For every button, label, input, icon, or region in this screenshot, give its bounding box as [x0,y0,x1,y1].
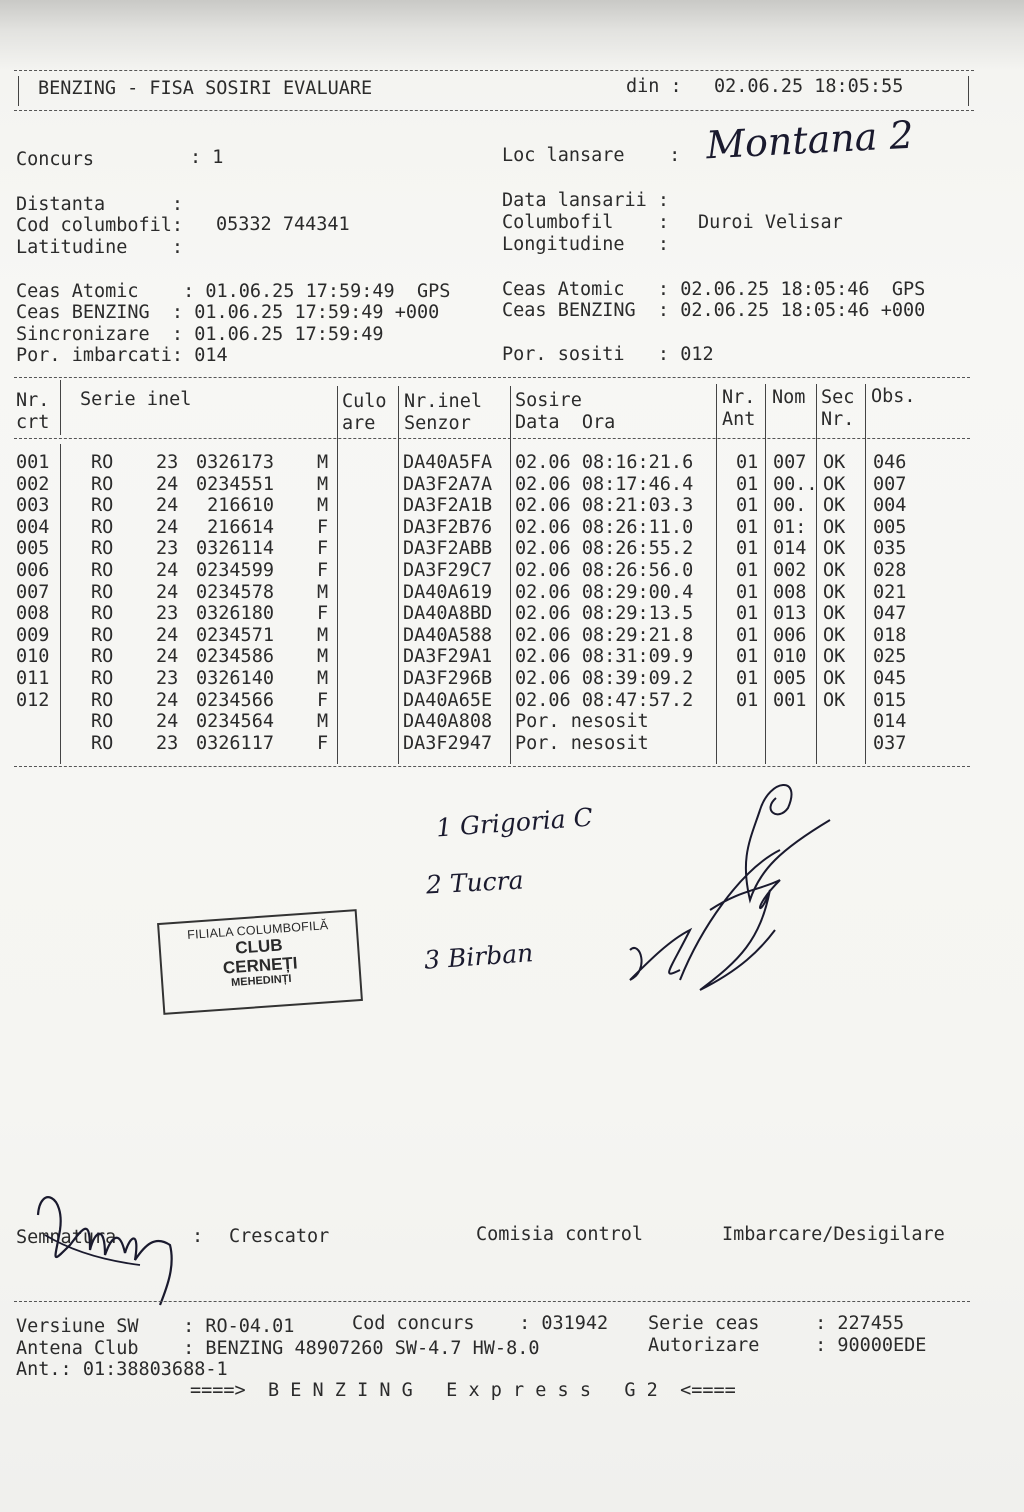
cell-an: 23 [156,538,179,560]
cell-sex: F [317,516,329,538]
stamp-line-4: MEHEDINȚI [230,972,292,990]
cell-sex: F [317,538,329,560]
cell-senzor: DA3F29C7 [403,560,493,581]
cell-tara: RO [91,732,114,754]
cell-sex: F [317,732,329,754]
cell-nr: 010 [16,646,50,668]
cell-sec: OK [823,495,846,517]
cell-inel: 0234571 [196,624,274,646]
por-imbarcati: Por. imbarcati: 014 [16,345,228,366]
cell-sec: OK [823,560,846,581]
cell-nr: 007 [16,581,50,603]
cell-an: 23 [156,603,179,625]
columbofil-label: Columbofil : [502,212,670,233]
distanta-label: Distanta : [16,194,184,215]
cell-obs: 028 [873,560,907,581]
cell-inel: 216614 [196,516,274,538]
cell-obs: 004 [873,495,907,517]
cell-senzor: DA40A5FA [403,452,493,473]
cell-nr: 004 [16,516,50,538]
cell-inel: 0234564 [196,711,274,733]
table-header-border [14,438,970,439]
table-top-border [14,377,970,378]
longitudine-label: Longitudine : [502,234,670,255]
col-header-culoare: Culo are [342,391,387,434]
cell-tara: RO [91,538,114,560]
handwritten-line-2: 2 Tucra [425,865,525,900]
cell-tara: RO [91,646,114,668]
columbofil-value: Duroi Velisar [698,212,843,233]
cell-tara: RO [91,603,114,625]
cell-obs: 021 [873,581,907,603]
col-header-obs: Obs. [871,386,916,407]
cell-an: 24 [156,689,179,711]
cell-nr: 011 [16,668,50,689]
cell-sex: F [317,560,329,581]
cell-sex: M [317,711,329,733]
col-divider [510,386,511,764]
ceas-benzing-right: Ceas BENZING : 02.06.25 18:05:46 +000 [502,300,926,321]
cell-sosire: Por. nesosit [515,711,649,733]
cell-an: 24 [156,516,179,538]
cod-columbofil-label: Cod columbofil: [16,215,184,236]
cell-inel: 0234578 [196,581,274,603]
cell-sex: M [317,473,329,495]
col-header-nrinel: Nr.inel Senzor [404,391,482,434]
loc-lansare-label: Loc lansare : [502,145,681,166]
cell-tara: RO [91,495,114,517]
cell-tara: RO [91,689,114,711]
stamp-line-2: CLUB [234,935,284,958]
serie-ceas: Serie ceas : 227455 [648,1313,905,1334]
cell-nom: 001 [773,689,807,711]
header-date-label: din : [626,76,682,97]
cell-sex: F [317,689,329,711]
col-header-nom: Nom [772,387,806,408]
header-top-border [14,70,974,71]
cell-sex: M [317,452,329,473]
document-title: BENZING - FISA SOSIRI EVALUARE [38,78,373,99]
cell-sosire: 02.06 08:26:56.0 [515,560,694,581]
cell-senzor: DA3F2A1B [403,495,493,517]
cell-sex: M [317,495,329,517]
col-divider [60,444,61,764]
col-divider [716,384,717,764]
cell-nom: 002 [773,560,807,581]
cell-an: 24 [156,711,179,733]
header-date-value: 02.06.25 18:05:55 [714,76,904,97]
cell-nom: 014 [773,538,807,560]
col-header-secnr: Sec Nr. [821,387,855,430]
cell-tara: RO [91,624,114,646]
cell-senzor: DA40A808 [403,711,493,733]
cell-inel: 0326114 [196,538,274,560]
cell-sosire: 02.06 08:39:09.2 [515,668,694,689]
col-divider [765,384,766,764]
cell-an: 24 [156,624,179,646]
cell-sec: OK [823,581,846,603]
latitudine-label: Latitudine : [16,237,184,258]
cell-ant: 01 [736,689,759,711]
ceas-atomic-left: Ceas Atomic : 01.06.25 17:59:49 GPS [16,281,451,302]
cell-sex: M [317,624,329,646]
crescator-label: Crescator [229,1226,330,1247]
cell-nom: 007 [773,452,807,473]
cell-inel: 0234566 [196,689,274,711]
cell-tara: RO [91,581,114,603]
cell-inel: 0326140 [196,668,274,689]
cell-sosire: 02.06 08:31:09.9 [515,646,694,668]
cell-sex: M [317,581,329,603]
cell-nom: 00.. [773,473,818,495]
ceas-benzing-left: Ceas BENZING : 01.06.25 17:59:49 +000 [16,302,440,323]
col-divider [398,386,399,764]
cell-senzor: DA40A588 [403,624,493,646]
col-header-serie: Serie inel [80,389,192,410]
cell-sosire: 02.06 08:29:00.4 [515,581,694,603]
cell-nr: 012 [16,689,50,711]
cell-obs: 047 [873,603,907,625]
cell-ant: 01 [736,538,759,560]
cell-nr: 002 [16,473,50,495]
cell-ant: 01 [736,581,759,603]
semnatura-label: Semnatura [16,1227,117,1248]
col-header-sosire: Sosire Data Ora [515,390,616,433]
cell-sosire: 02.06 08:21:03.3 [515,495,694,517]
handwritten-line-3: 3 Birban [423,938,535,975]
crescator-signature [30,1175,190,1310]
cell-inel: 0234599 [196,560,274,581]
col-divider [865,384,866,764]
cell-nr: 008 [16,603,50,625]
header-bottom-border [14,110,974,111]
cell-ant: 01 [736,646,759,668]
table-bottom-border [14,766,970,767]
cell-nr: 006 [16,560,50,581]
por-sositi: Por. sositi : 012 [502,344,714,365]
cell-nom: 006 [773,624,807,646]
cell-sex: M [317,668,329,689]
cell-an: 24 [156,646,179,668]
cell-obs: 035 [873,538,907,560]
cell-nr: 003 [16,495,50,517]
data-lansarii-label: Data lansarii : [502,190,670,211]
cell-senzor: DA3F2A7A [403,473,493,495]
cell-sec: OK [823,452,846,473]
header-left-border [18,76,19,106]
cell-ant: 01 [736,668,759,689]
cell-senzor: DA3F2947 [403,732,493,754]
cell-nom: 010 [773,646,807,668]
col-divider [816,384,817,764]
cell-inel: 0326180 [196,603,274,625]
cell-tara: RO [91,560,114,581]
handwritten-loc-lansare: Montana 2 [704,112,915,168]
cell-sec: OK [823,516,846,538]
sincronizare: Sincronizare : 01.06.25 17:59:49 [16,324,384,345]
comisia-label: Comisia control [476,1224,644,1245]
cell-sex: M [317,646,329,668]
cell-sosire: 02.06 08:29:21.8 [515,624,694,646]
cell-tara: RO [91,668,114,689]
cell-sec: OK [823,689,846,711]
cell-nom: 01: [773,516,807,538]
stamp-line-3: CERNEȚI [222,953,299,978]
cell-an: 24 [156,495,179,517]
cell-an: 24 [156,560,179,581]
cell-sec: OK [823,668,846,689]
cell-senzor: DA40A8BD [403,603,493,625]
ant-info: Ant.: 01:38803688-1 [16,1359,228,1380]
cell-ant: 01 [736,560,759,581]
cell-sec: OK [823,473,846,495]
cell-obs: 014 [873,711,907,733]
cell-sosire: 02.06 08:26:11.0 [515,516,694,538]
cell-an: 24 [156,473,179,495]
header-right-border [968,76,969,106]
cell-an: 24 [156,581,179,603]
cell-sec: OK [823,538,846,560]
cell-tara: RO [91,516,114,538]
commission-signatures [610,770,850,1010]
versiune-sw: Versiune SW : RO-04.01 [16,1316,295,1337]
cell-tara: RO [91,473,114,495]
cod-concurs: Cod concurs : 031942 [352,1313,609,1334]
cell-tara: RO [91,452,114,473]
cell-sec: OK [823,646,846,668]
col-header-nr: Nr. crt [16,390,50,433]
cell-sosire: 02.06 08:16:21.6 [515,452,694,473]
autorizare: Autorizare : 90000EDE [648,1335,927,1356]
cell-senzor: DA40A65E [403,689,493,711]
cell-ant: 01 [736,495,759,517]
cell-ant: 01 [736,624,759,646]
cell-obs: 046 [873,452,907,473]
cell-sosire: Por. nesosit [515,732,649,754]
imbarcare-label: Imbarcare/Desigilare [722,1224,945,1245]
cell-senzor: DA3F2ABB [403,538,493,560]
cod-columbofil-value: 05332 744341 [216,214,350,235]
cell-ant: 01 [736,473,759,495]
cell-obs: 007 [873,473,907,495]
cell-nom: 013 [773,603,807,625]
cell-obs: 037 [873,732,907,754]
cell-nom: 00. [773,495,807,517]
concurs-value: : 1 [190,147,224,168]
cell-nom: 008 [773,581,807,603]
cell-obs: 025 [873,646,907,668]
cell-tara: RO [91,711,114,733]
benzing-express: ====> B E N Z I N G E x p r e s s G 2 <==== [190,1380,736,1401]
cell-nr: 001 [16,452,50,473]
handwritten-line-1: 1 Grigoria C [435,802,594,843]
cell-sosire: 02.06 08:17:46.4 [515,473,694,495]
cell-obs: 018 [873,624,907,646]
cell-sex: F [317,603,329,625]
concurs-label: Concurs [16,149,94,170]
stamp-line-1: FILIALA COLUMBOFILĂ [186,918,329,942]
cell-obs: 015 [873,689,907,711]
cell-ant: 01 [736,603,759,625]
col-divider [337,386,338,764]
cell-senzor: DA40A619 [403,581,493,603]
cell-inel: 0234586 [196,646,274,668]
ceas-atomic-right: Ceas Atomic : 02.06.25 18:05:46 GPS [502,279,926,300]
cell-inel: 0326117 [196,732,274,754]
cell-senzor: DA3F296B [403,668,493,689]
cell-an: 23 [156,452,179,473]
cell-nr: 005 [16,538,50,560]
cell-sosire: 02.06 08:29:13.5 [515,603,694,625]
antena-club: Antena Club : BENZING 48907260 SW-4.7 HW-8.0 [16,1338,540,1359]
cell-inel: 216610 [196,495,274,517]
cell-an: 23 [156,668,179,689]
cell-sosire: 02.06 08:26:55.2 [515,538,694,560]
cell-obs: 045 [873,668,907,689]
cell-senzor: DA3F2B76 [403,516,493,538]
cell-sosire: 02.06 08:47:57.2 [515,689,694,711]
footer-border [14,1301,970,1302]
club-stamp [157,909,363,1015]
cell-inel: 0326173 [196,452,274,473]
cell-nr: 009 [16,624,50,646]
cell-obs: 005 [873,516,907,538]
cell-inel: 0234551 [196,473,274,495]
cell-ant: 01 [736,516,759,538]
cell-an: 23 [156,732,179,754]
cell-ant: 01 [736,452,759,473]
col-header-nrant: Nr. Ant [722,387,756,430]
cell-sec: OK [823,603,846,625]
cell-senzor: DA3F29A1 [403,646,493,668]
col-divider [60,380,61,435]
semnatura-colon: : [192,1226,204,1247]
cell-nom: 005 [773,668,807,689]
cell-sec: OK [823,624,846,646]
